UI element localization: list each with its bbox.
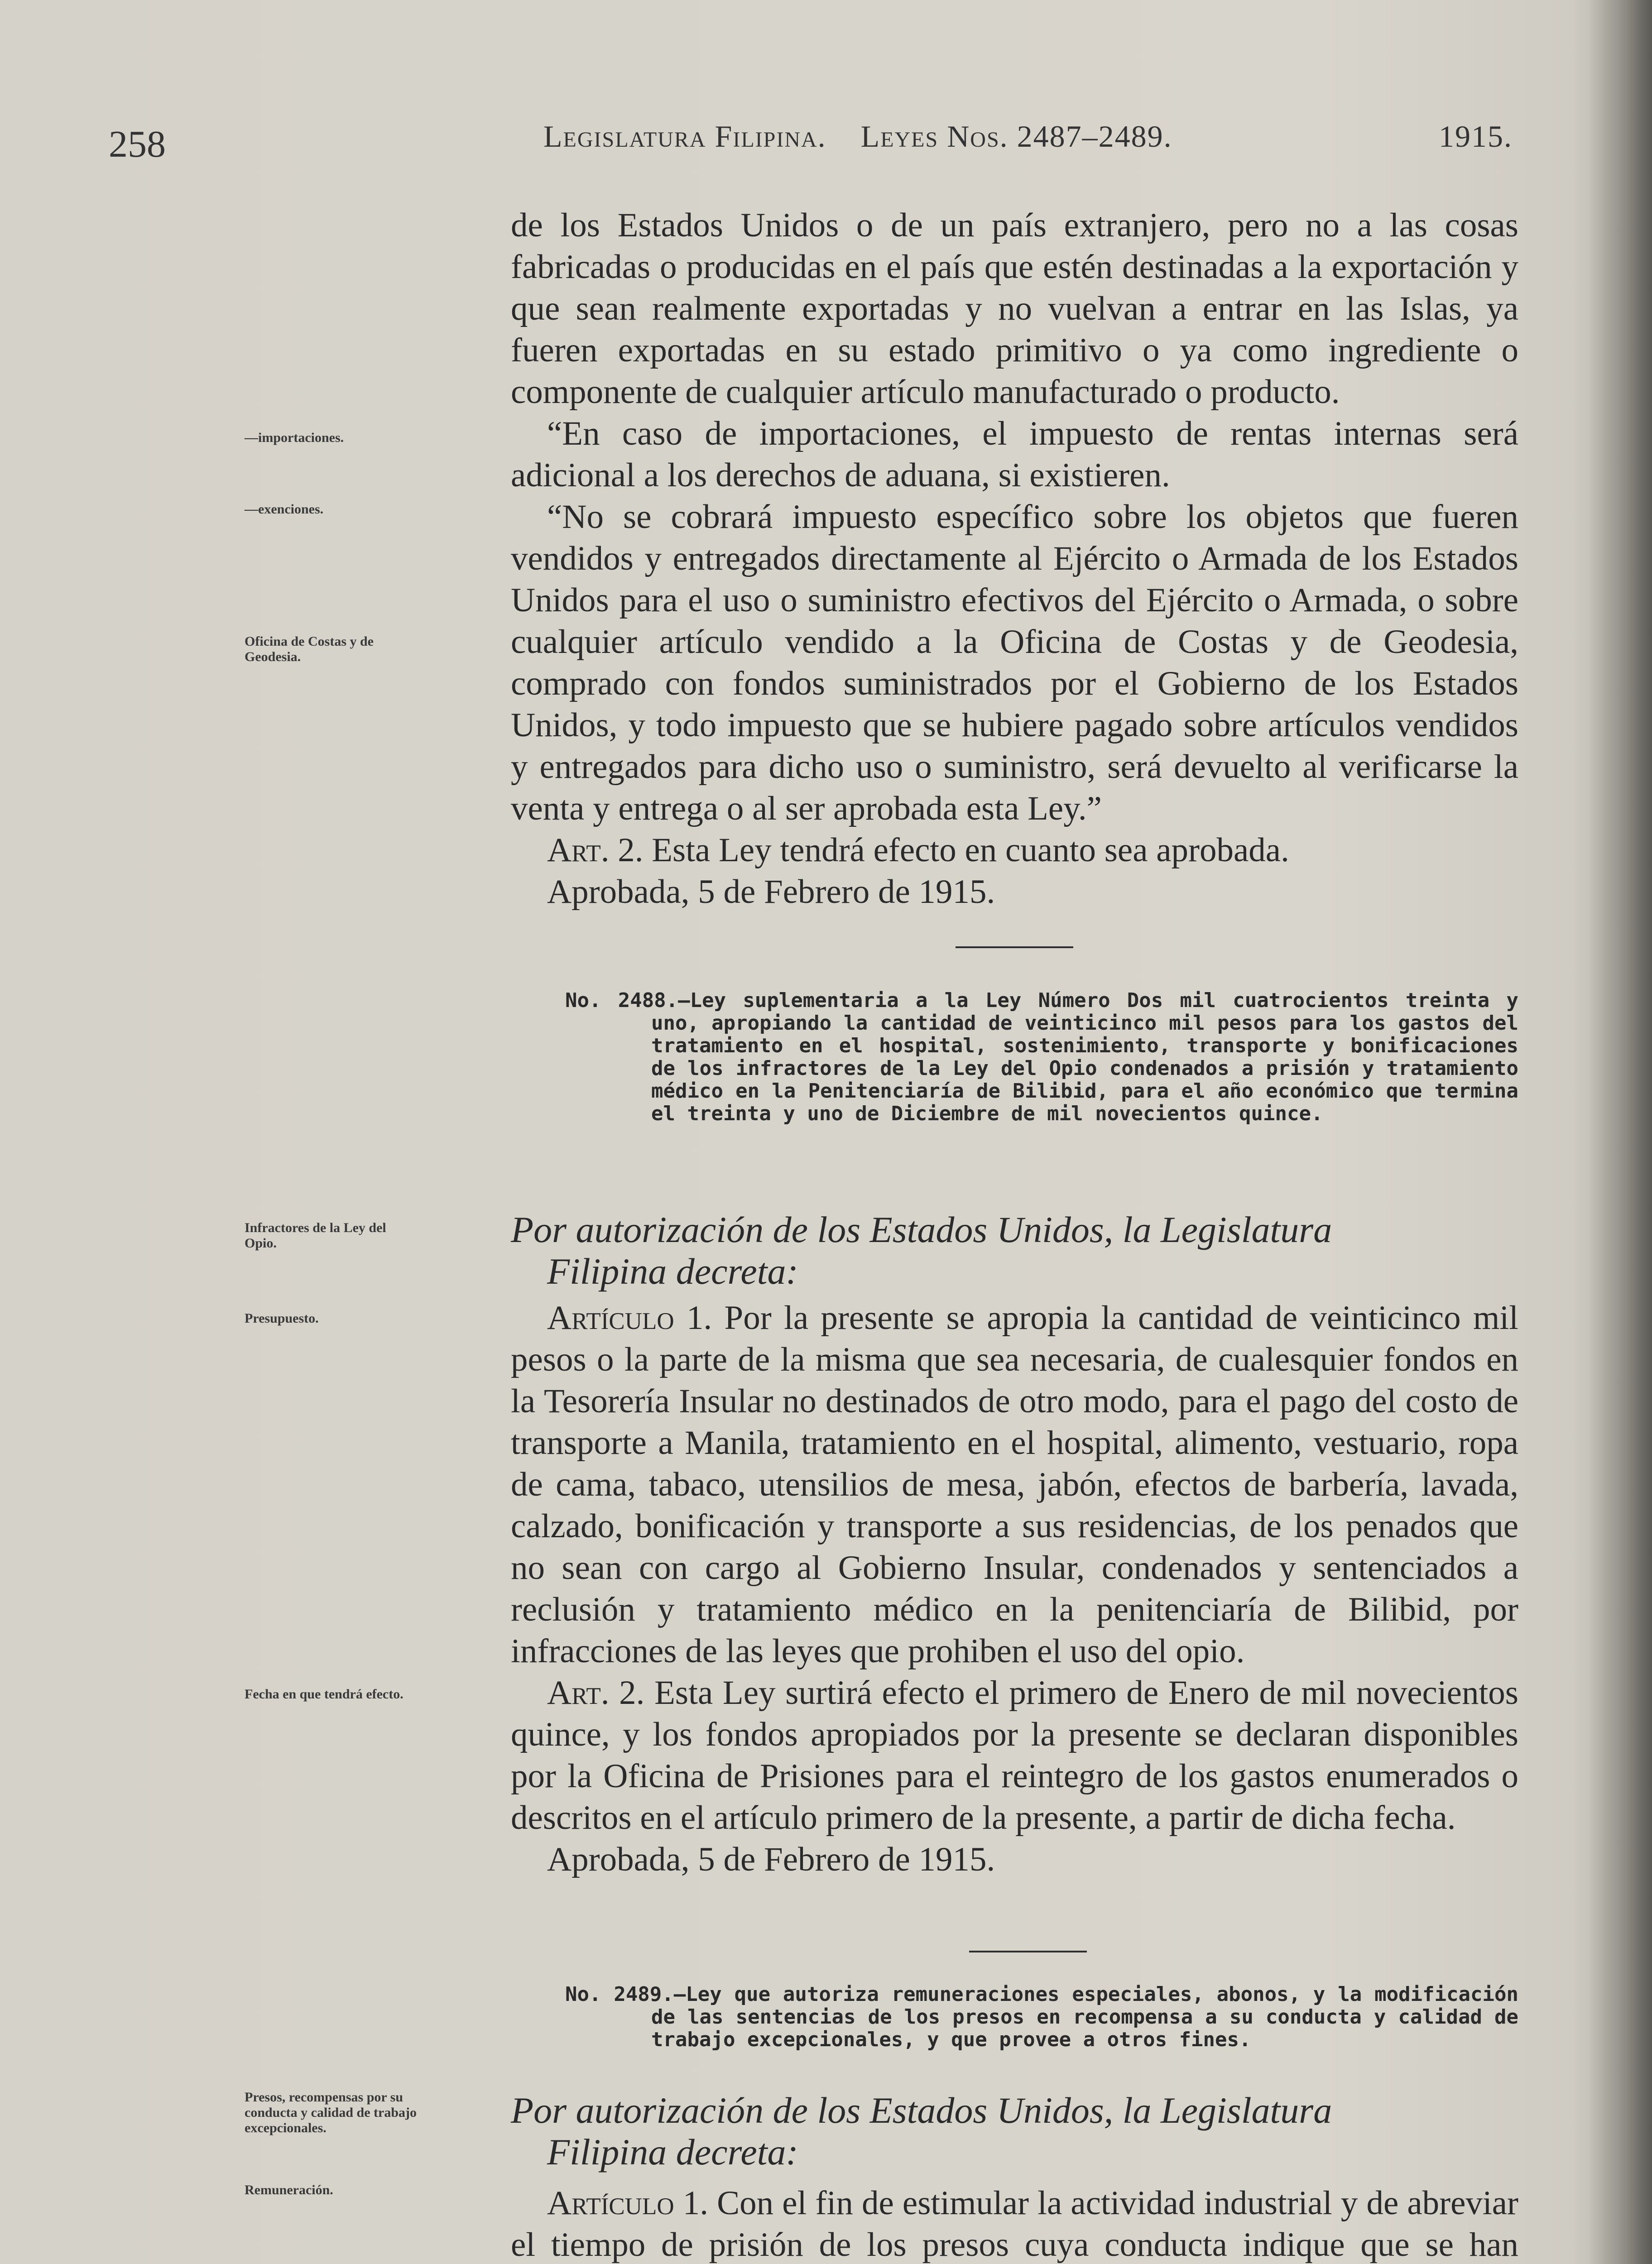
enacting-line-2: Filipina decreta: <box>547 2131 798 2173</box>
law-2487-body <box>511 205 1518 913</box>
law-2488-body <box>511 1297 1518 1880</box>
law-2488-enacting-clause <box>511 1209 1518 1292</box>
law-2489-summary-text: No. 2489.—Ley que autoriza remuneraciones especiales, abonos, y la modificación de las sentencias de los presos en recompensa a su conducta y calidad de trabajo excepcionales, y que provee a otros fines. <box>565 1983 1518 2051</box>
running-header <box>543 119 1513 154</box>
article-label: Art. <box>547 1674 610 1712</box>
enacting-line-1: Por autorización de los Estados Unidos, la Legislatura <box>511 2090 1332 2131</box>
margin-note-importaciones: —importaciones. <box>245 430 344 445</box>
page-edge-shadow <box>1589 0 1652 2264</box>
article-label: Art. <box>547 831 610 869</box>
margin-note-remuneracion: Remuneración. <box>245 2182 333 2197</box>
law-2489-enacting-clause <box>511 2090 1518 2173</box>
law-2488-article-2 <box>511 1672 1518 1839</box>
section-divider <box>969 1951 1087 1952</box>
article-label: Artículo <box>547 2184 674 2222</box>
article-text: 2. Esta Ley surtirá efecto el primero de Enero de mil novecientos quince, y los fondos apropiados por la presente se declaran disponibles por la Oficina de Prisiones para el reintegro de los gastos enumerados o descritos en el artículo primero de la presente, a partir de dicha fecha. <box>511 1674 1518 1837</box>
margin-note-presupuesto: Presupuesto. <box>245 1311 319 1326</box>
margin-note-fecha: Fecha en que tendrá efecto. <box>245 1687 403 1702</box>
section-divider <box>956 946 1073 948</box>
article-text: 2. Esta Ley tendrá efecto en cuanto sea aprobada. <box>618 831 1289 869</box>
header-title: Legislatura Filipina. <box>543 119 826 153</box>
margin-note-exenciones: —exenciones. <box>245 502 324 517</box>
margin-note-infractores: Infractores de la Ley del Opio. <box>245 1220 386 1251</box>
law-2487-continuation: de los Estados Unidos o de un país extranjero, pero no a las cosas fabricadas o producidas en el país que estén destinadas a la exportación y que sean realmente exportadas y no vuelvan a entrar en las Islas, ya fueren exportadas en su estado primitivo o ya como ingrediente o componente de cualquier artículo manufacturado o producto. <box>511 206 1518 411</box>
enacting-line-2: Filipina decreta: <box>547 1251 798 1292</box>
law-2487-article-2 <box>511 830 1518 871</box>
law-2488-summary <box>511 989 1518 1125</box>
article-label: Artículo <box>547 1299 674 1337</box>
law-2489-summary <box>511 1983 1518 2051</box>
law-2489-body <box>511 2182 1518 2264</box>
law-2488-approved: Aprobada, 5 de Febrero de 1915. <box>547 1841 995 1878</box>
header-year: 1915. <box>1439 119 1513 153</box>
margin-note-oficina: Oficina de Costas y de Geodesia. <box>245 634 374 664</box>
header-laws: Leyes Nos. 2487–2489. <box>860 119 1172 153</box>
article-text: 1. Con el fin de estimular la actividad industrial y de abreviar el tiempo de prisión de los presos cuya conducta indique que se han <box>511 2184 1519 2264</box>
margin-note-presos: Presos, recompensas por su conducta y calidad de trabajo excepcionales. <box>245 2090 417 2135</box>
enacting-line-1: Por autorización de los Estados Unidos, la Legislatura <box>511 1209 1332 1250</box>
law-2488-article-1 <box>511 1297 1518 1672</box>
law-2487-importaciones: “En caso de importaciones, el impuesto de rentas internas será adicional a los derechos de aduana, si existieren. <box>511 415 1518 494</box>
law-2487-exenciones: “No se cobrará impuesto específico sobre los objetos que fueren vendidos y entregados directamente al Ejército o Armada de los Estados Unidos para el uso o suministro efectivos del Ejército o Armada, o sobre cualquier artículo vendido a la Oficina de Costas y de Geodesia, comprado con fondos suministrados por el Gobierno de los Estados Unidos, y todo impuesto que se hubiere pagado sobre artículos vendidos y entregados para dicho uso o suministro, será devuelto al verificarse la venta y entrega o al ser aprobada esta Ley.” <box>511 498 1518 827</box>
law-2487-approved: Aprobada, 5 de Febrero de 1915. <box>547 873 995 911</box>
page-number: 258 <box>109 123 166 165</box>
law-2488-summary-text: No. 2488.—Ley suplementaria a la Ley Número Dos mil cuatrocientos treinta y uno, apropiando la cantidad de veinticinco mil pesos para los gastos del tratamiento en el hospital, sostenimiento, transporte y bonificaciones de los infractores de la Ley del Opio condenados a prisión y tratamiento médico en la Penitenciaría de Bilibid, para el año económico que termina el treinta y uno de Diciembre de mil novecientos quince. <box>565 989 1518 1125</box>
article-text: 1. Por la presente se apropia la cantidad de veinticinco mil pesos o la parte de la misma que sea necesaria, de cualesquier fondos en la Tesorería Insular no destinados de otro modo, para el pago del costo de transporte a Manila, tratamiento en el hospital, alimento, vestuario, ropa de cama, tabaco, utensilios de mesa, jabón, efectos de barbería, lavada, calzado, bonificación y transporte a sus residencias, de los penados que no sean con cargo al Gobierno Insular, condenados y sentenciados a reclusión y tratamiento médico en la penitenciaría de Bilibid, por infracciones de las leyes que prohiben el uso del opio. <box>511 1299 1518 1670</box>
law-2489-article-1 <box>511 2182 1518 2264</box>
